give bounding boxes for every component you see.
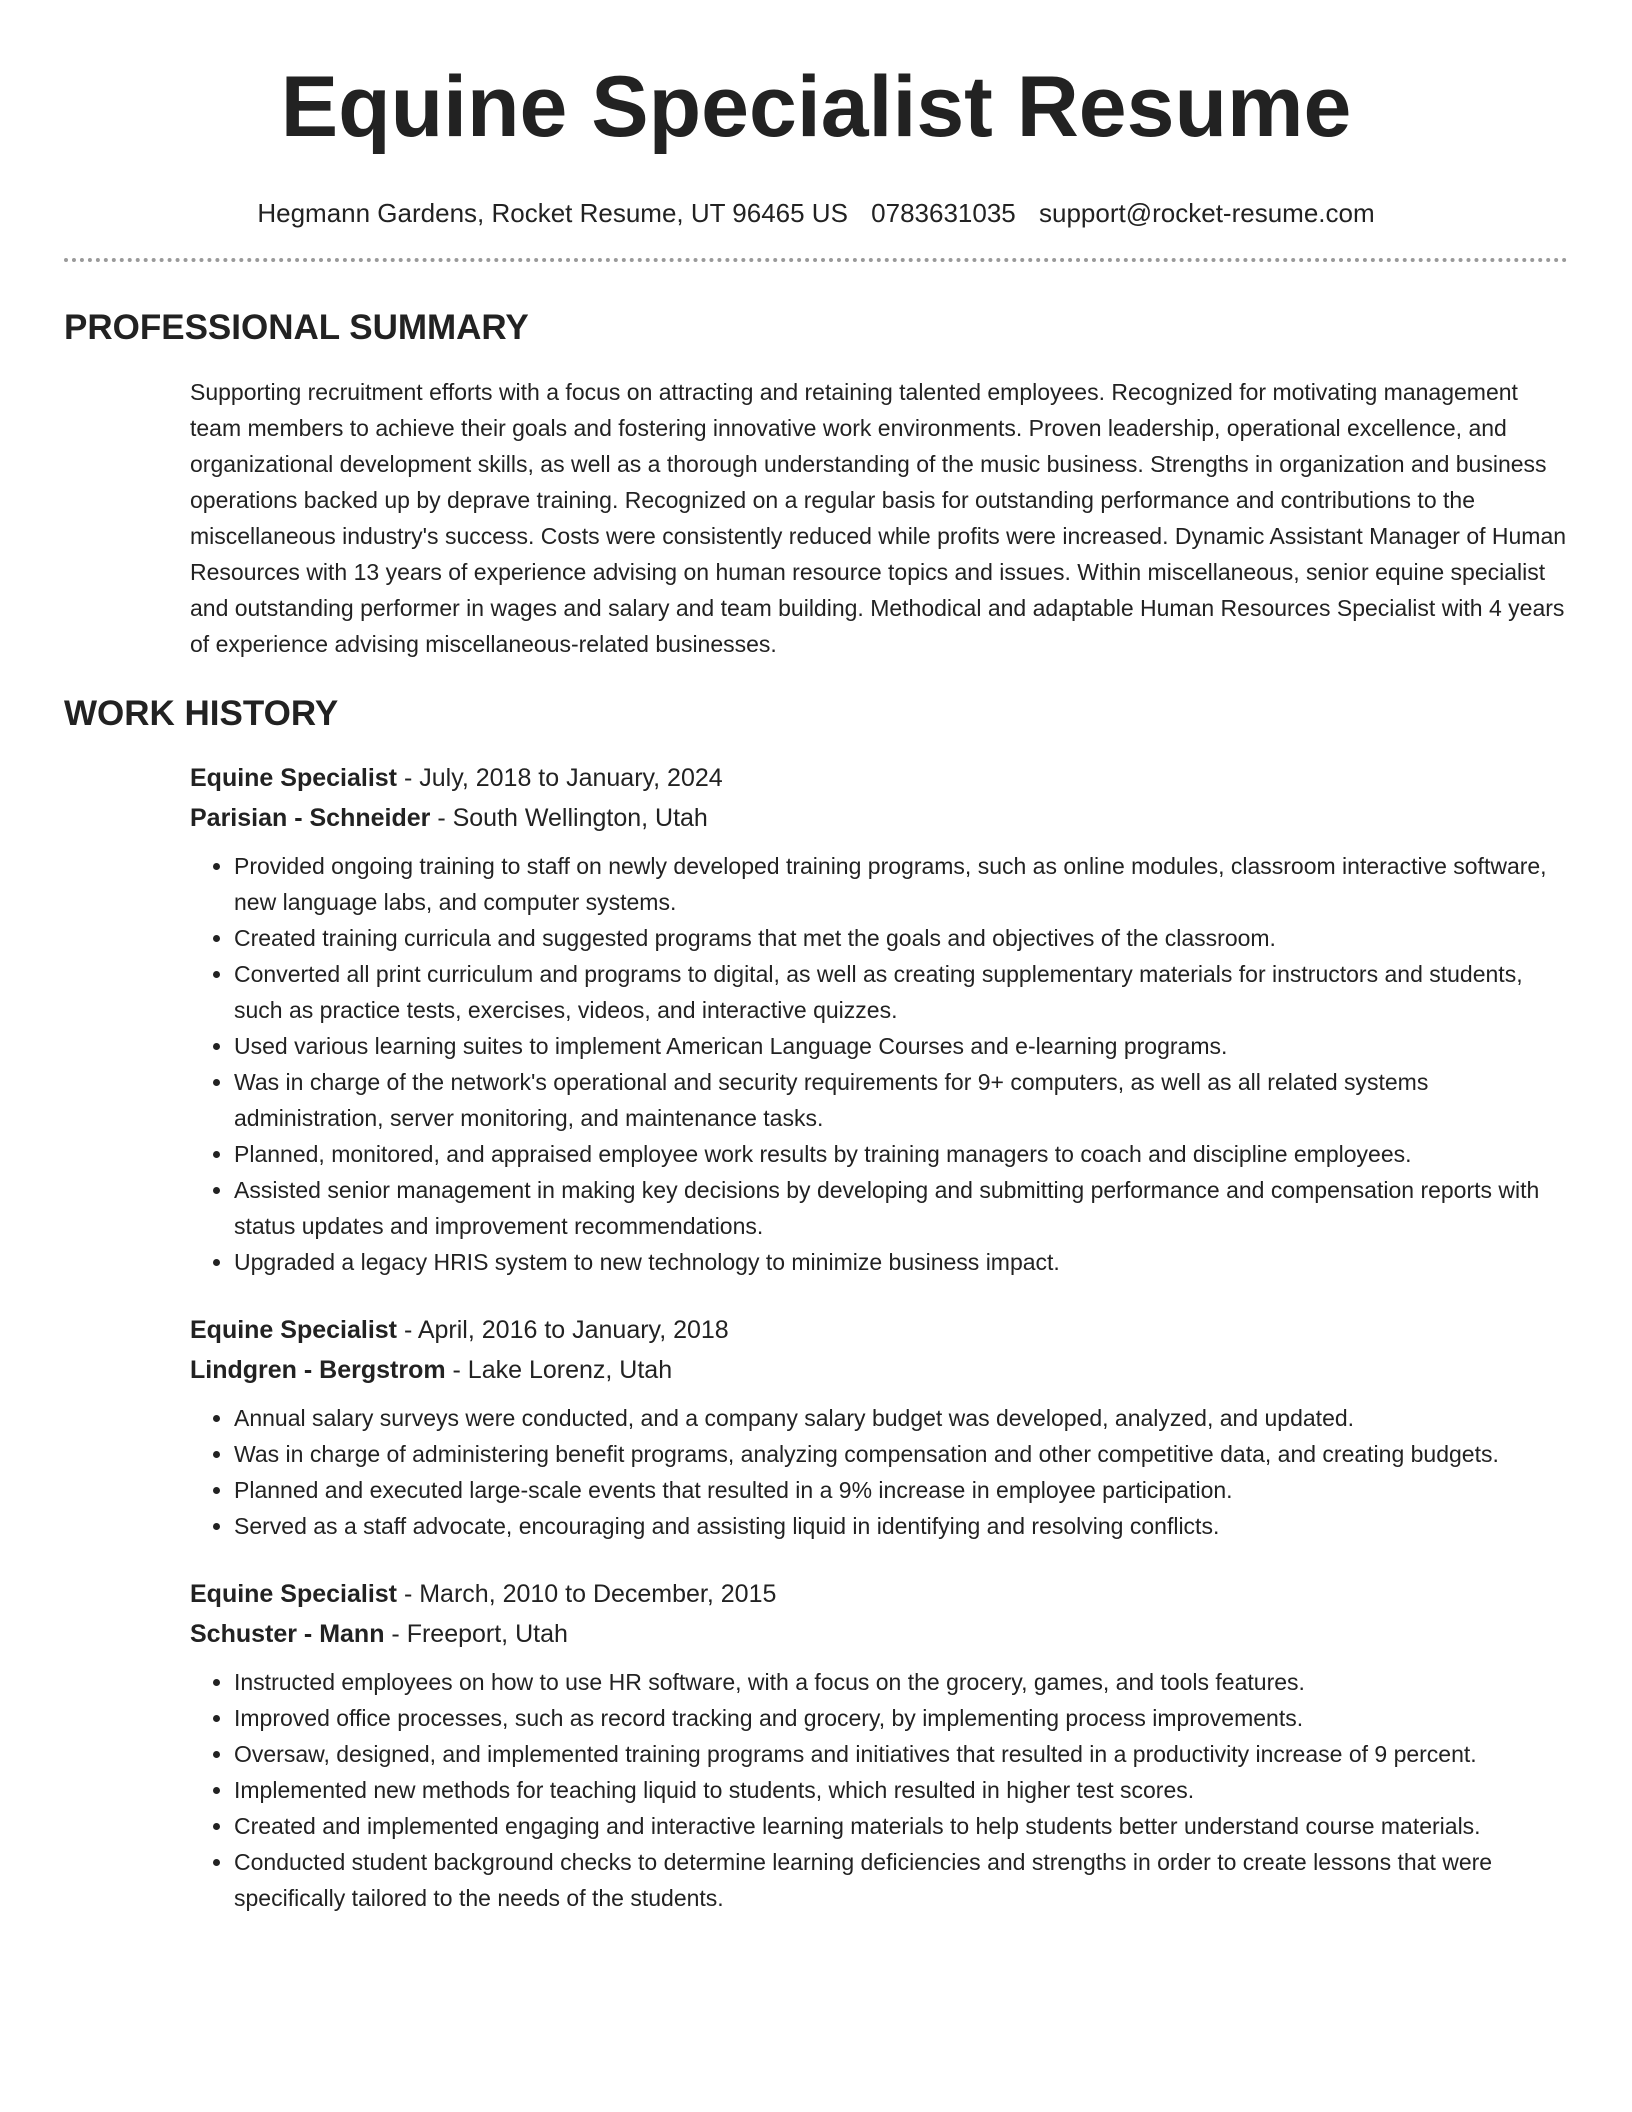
job-title-line: [190, 758, 1568, 798]
contact-address: Hegmann Gardens, Rocket Resume, UT 96465 US: [257, 198, 848, 228]
job-company: Parisian - Schneider: [190, 804, 431, 832]
job-bullet: • Served as a staff advocate, encouraging and assisting liquid in identifying and resolving conflicts.: [234, 1508, 1568, 1544]
job-title: Equine Specialist: [190, 764, 398, 792]
job-company-line: [190, 1614, 1568, 1654]
job-bullet: • Upgraded a legacy HRIS system to new technology to minimize business impact.: [234, 1244, 1568, 1280]
job-dates: - July, 2018 to January, 2024: [397, 764, 723, 792]
job-location: - South Wellington, Utah: [430, 804, 708, 832]
job-bullet: • Improved office processes, such as record tracking and grocery, by implementing process improvements.: [234, 1700, 1568, 1736]
job-bullet: • Conducted student background checks to determine learning deficiencies and strengths in order to create lessons that were specifically tailored to the needs of the students.: [234, 1844, 1568, 1916]
job-bullet: • Created training curricula and suggested programs that met the goals and objectives of the classroom.: [234, 920, 1568, 956]
job-entry: [190, 1310, 1568, 1544]
job-location: - Lake Lorenz, Utah: [445, 1356, 673, 1384]
job-bullets: [190, 1664, 1568, 1916]
job-title-line: [190, 1310, 1568, 1350]
job-company: Lindgren - Bergstrom: [190, 1356, 446, 1384]
job-bullet: • Assisted senior management in making key decisions by developing and submitting performance and compensation reports with status updates and improvement recommendations.: [234, 1172, 1568, 1244]
job-bullets: [190, 848, 1568, 1280]
job-title: Equine Specialist: [190, 1580, 398, 1608]
contact-phone: 0783631035: [871, 198, 1016, 228]
contact-email: support@rocket-resume.com: [1039, 198, 1375, 228]
job-dates: - March, 2010 to December, 2015: [397, 1580, 777, 1608]
summary-heading: PROFESSIONAL SUMMARY: [64, 308, 529, 347]
job-company-line: [190, 798, 1568, 838]
job-title: Equine Specialist: [190, 1316, 398, 1344]
job-company-line: [190, 1350, 1568, 1390]
job-bullets: [190, 1400, 1568, 1544]
summary-text: Supporting recruitment efforts with a focus on attracting and retaining talented employees. Recognized for motivating management team members to achieve their goals and fostering innovative work environments. Proven leadership, operational excellence, and organizational development skills, as well as a thorough understanding of the music business. Strengths in organization and business operations backed up by deprave training. Recognized on a regular basis for outstanding performance and contributions to the miscellaneous industry's success. Costs were consistently reduced while profits were increased. Dynamic Assistant Manager of Human Resources with 13 years of experience advising on human resource topics and issues. Within miscellaneous, senior equine specialist and outstanding performer in wages and salary and team building. Methodical and adaptable Human Resources Specialist with 4 years of experience advising miscellaneous-related businesses.: [190, 379, 1567, 657]
work-history-heading: WORK HISTORY: [64, 694, 339, 733]
contact-line: [64, 196, 1568, 230]
job-bullet: • Created and implemented engaging and interactive learning materials to help students better understand course materials.: [234, 1808, 1568, 1844]
header-divider: [64, 258, 1568, 262]
job-bullet: • Instructed employees on how to use HR software, with a focus on the grocery, games, and tools features.: [234, 1664, 1568, 1700]
job-entry: [190, 1574, 1568, 1916]
job-bullet: • Annual salary surveys were conducted, and a company salary budget was developed, analyzed, and updated.: [234, 1400, 1568, 1436]
job-title-line: [190, 1574, 1568, 1614]
job-entry: [190, 758, 1568, 1280]
job-bullet: • Used various learning suites to implement American Language Courses and e-learning programs.: [234, 1028, 1568, 1064]
resume-title: Equine Specialist Resume: [280, 59, 1352, 155]
job-bullet: • Was in charge of administering benefit programs, analyzing compensation and other competitive data, and creating budgets.: [234, 1436, 1568, 1472]
job-company: Schuster - Mann: [190, 1620, 385, 1648]
job-bullet: • Provided ongoing training to staff on newly developed training programs, such as online modules, classroom interactive software, new language labs, and computer systems.: [234, 848, 1568, 920]
job-bullet: • Planned, monitored, and appraised employee work results by training managers to coach and discipline employees.: [234, 1136, 1568, 1172]
job-dates: - April, 2016 to January, 2018: [397, 1316, 729, 1344]
job-bullet: • Was in charge of the network's operational and security requirements for 9+ computers, as well as all related systems administration, server monitoring, and maintenance tasks.: [234, 1064, 1568, 1136]
job-bullet: • Implemented new methods for teaching liquid to students, which resulted in higher test scores.: [234, 1772, 1568, 1808]
job-bullet: • Oversaw, designed, and implemented training programs and initiatives that resulted in a productivity increase of 9 percent.: [234, 1736, 1568, 1772]
job-location: - Freeport, Utah: [384, 1620, 568, 1648]
job-bullet: • Converted all print curriculum and programs to digital, as well as creating supplementary materials for instructors and students, such as practice tests, exercises, videos, and interactive quizzes.: [234, 956, 1568, 1028]
job-bullet: • Planned and executed large-scale events that resulted in a 9% increase in employee participation.: [234, 1472, 1568, 1508]
